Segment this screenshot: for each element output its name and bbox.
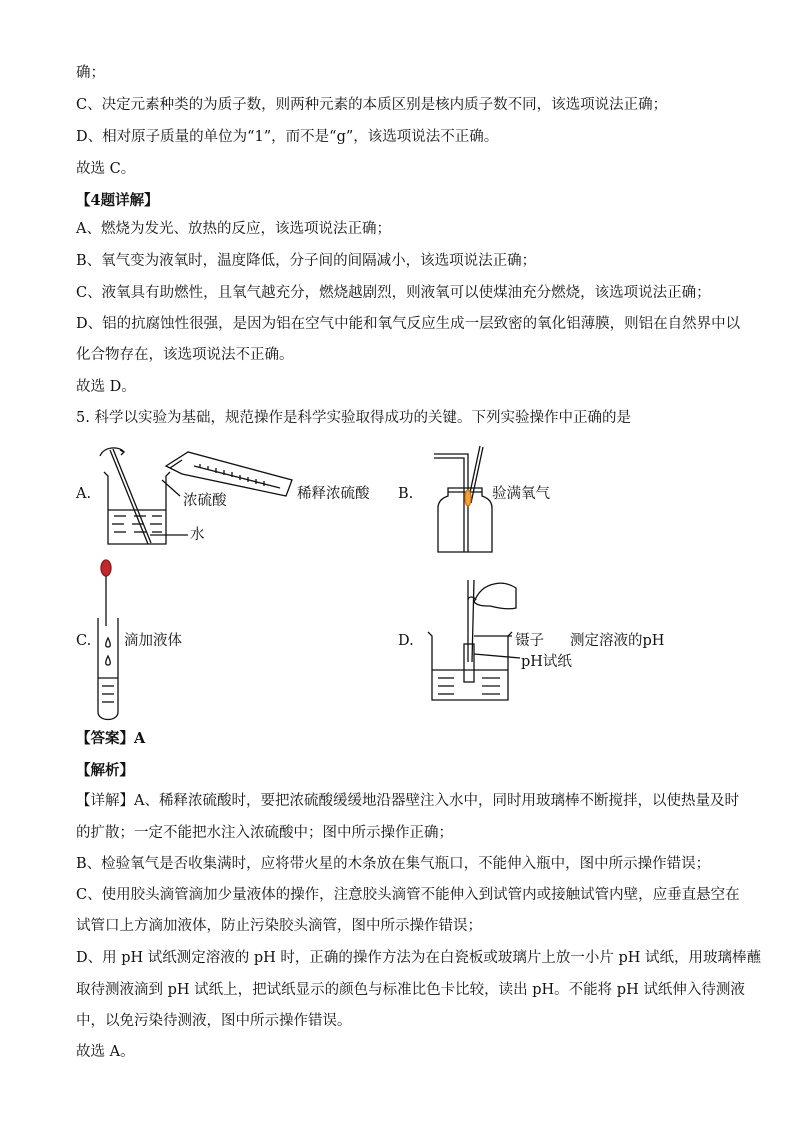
figure-d-ph-test xyxy=(424,574,524,704)
label-tweezers: 镊子 xyxy=(515,633,544,649)
analysis-heading: 【解析】 xyxy=(76,762,134,779)
text-line: 故选 C。 xyxy=(76,161,136,177)
text-line: D、铝的抗腐蚀性很强，是因为铝在空气中能和氧气反应生成一层致密的氧化铝薄膜，则铝在自然界中以 xyxy=(76,316,741,332)
text-line: D、用 pH 试纸测定溶液的 pH 时，正确的操作方法为在白瓷板或玻璃片上放一小片 pH 试纸，用玻璃棒蘸 xyxy=(76,950,762,966)
figure-c-title: 滴加液体 xyxy=(124,633,182,649)
text-line: 取待测液滴到 pH 试纸上，把试纸显示的颜色与标准比色卡比较，读出 pH。不能将 pH 试纸伸入待测液 xyxy=(76,982,745,998)
figure-a-title: 稀释浓硫酸 xyxy=(297,486,370,502)
text-line: 的扩散；一定不能把水注入浓硫酸中；图中所示操作正确； xyxy=(76,825,453,841)
text-line: 中，以免污染待测液，图中所示操作错误。 xyxy=(76,1013,352,1029)
answer-heading: 【答案】A xyxy=(76,730,146,747)
option-d-letter: D. xyxy=(398,633,414,649)
text-line: C、液氧具有助燃性，且氧气越充分，燃烧越剧烈，则液氧可以使煤油充分燃烧，该选项说法正确； xyxy=(76,285,711,301)
figure-d-title: 测定溶液的pH xyxy=(570,633,665,649)
label-ph-paper: pH试纸 xyxy=(521,654,572,670)
text-line: 故选 D。 xyxy=(76,379,136,395)
text-line: 确； xyxy=(76,65,105,81)
section-heading: 【4题详解】 xyxy=(76,192,159,209)
text-line: 化合物存在，该选项说法不正确。 xyxy=(76,347,294,363)
text-line: A、燃烧为发光、放热的反应，该选项说法正确； xyxy=(76,221,391,237)
text-line: 故选 A。 xyxy=(76,1044,135,1060)
label-water: 水 xyxy=(190,527,205,543)
figure-b-title: 验满氧气 xyxy=(492,486,550,502)
option-b-letter: B. xyxy=(398,486,414,502)
text-line: C、决定元素种类的为质子数，则两种元素的本质区别是核内质子数不同，该选项说法正确； xyxy=(76,97,668,113)
text-line: 试管口上方滴加液体，防止污染胶头滴管，图中所示操作错误； xyxy=(76,918,482,934)
text-line: D、相对原子质量的单位为“1”，而不是“g”，该选项说法不正确。 xyxy=(76,129,499,145)
text-line: C、使用胶头滴管滴加少量液体的操作，注意胶头滴管不能伸入到试管内或接触试管内壁，应垂直悬空在 xyxy=(76,887,740,903)
text-line: B、检验氧气是否收集满时，应将带火星的木条放在集气瓶口，不能伸入瓶中，图中所示操作错误； xyxy=(76,856,711,872)
text-line: 【详解】A、稀释浓硫酸时，要把浓硫酸缓缓地沿器壁注入水中，同时用玻璃棒不断搅拌，以使热量及时 xyxy=(76,793,739,809)
label-concentrated-acid: 浓硫酸 xyxy=(183,493,227,509)
option-c-letter: C. xyxy=(76,633,92,649)
question-5: 5. 科学以实验为基础，规范操作是科学实验取得成功的关键。下列实验操作中正确的是 xyxy=(76,410,631,426)
text-line: B、氧气变为液氧时，温度降低，分子间的间隔减小，该选项说法正确； xyxy=(76,253,537,269)
option-a-letter: A. xyxy=(76,486,92,502)
